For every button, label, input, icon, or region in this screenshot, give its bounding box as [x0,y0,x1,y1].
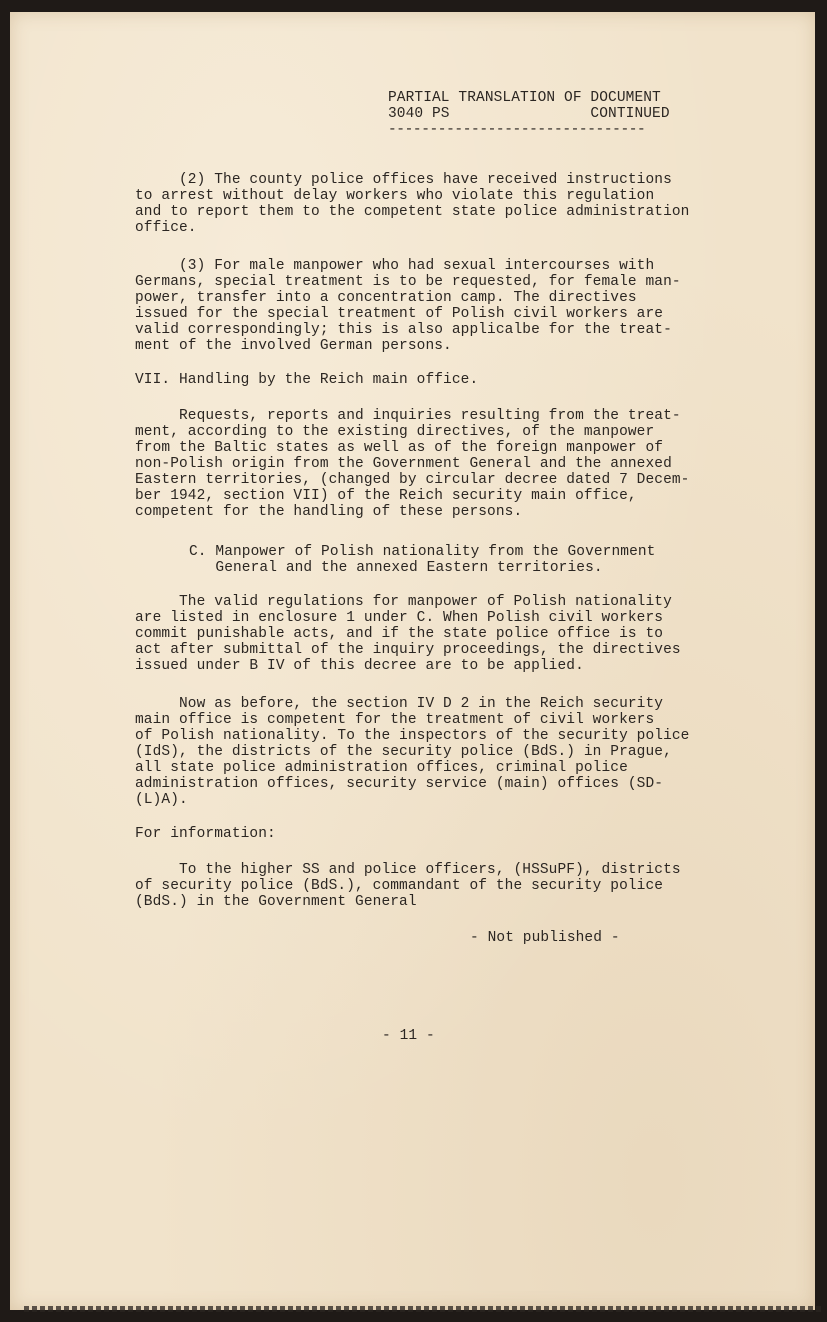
section-c-heading: C. Manpower of Polish nationality from the Government General and the annexed Eastern territories. [189,544,656,576]
section-competence-paragraph: Now as before, the section IV D 2 in the Reich security main office is competent for the treatment of civil workers of Polish nationality. To the inspectors of the security police (IdS), the districts of the security police (BdS.) in Prague, all state police administration offices, criminal police administration offices, security service (main) offices (SD- (L)A). [135,696,690,808]
document-header [388,90,670,122]
header-document-number: 3040 PS CONTINUED [388,106,670,122]
not-published-note: - Not published - [470,930,620,946]
distribution-paragraph: To the higher SS and police officers, (HSSuPF), districts of security police (BdS.), commandant of the security police (BdS.) in the Government General [135,862,681,910]
for-information-label: For information: [135,826,276,842]
section-vii-body: Requests, reports and inquiries resulting from the treat- ment, according to the existing directives, of the manpower from the Baltic states as well as of the foreign manpower of non-Polish origin from the Government General and the annexed Eastern territories, (changed by circular decree dated 7 Decem- ber 1942, section VII) of the Reich security main office, competent for the handling of these persons. [135,408,690,520]
paragraph-3: (3) For male manpower who had sexual intercourses with Germans, special treatment is to be requested, for female man- power, transfer into a concentration camp. The directives issued for the special treatment of Polish civil workers are valid correspondingly; this is also applicalbe for the treat- ment of the involved German persons. [135,258,681,354]
header-rule: ------------------------------- [388,122,646,138]
paragraph-2: (2) The county police offices have received instructions to arrest without delay workers who violate this regulation and to report them to the competent state police administration office. [135,172,690,236]
section-vii-heading: VII. Handling by the Reich main office. [135,372,479,388]
page-number: - 11 - [382,1028,435,1044]
header-title: PARTIAL TRANSLATION OF DOCUMENT [388,90,661,106]
page-bottom-edge [24,1306,822,1312]
section-c-body: The valid regulations for manpower of Polish nationality are listed in enclosure 1 under C. When Polish civil workers commit punishable acts, and if the state police office is to act after submittal of the inquiry proceedings, the directives issued under B IV of this decree are to be applied. [135,594,681,674]
